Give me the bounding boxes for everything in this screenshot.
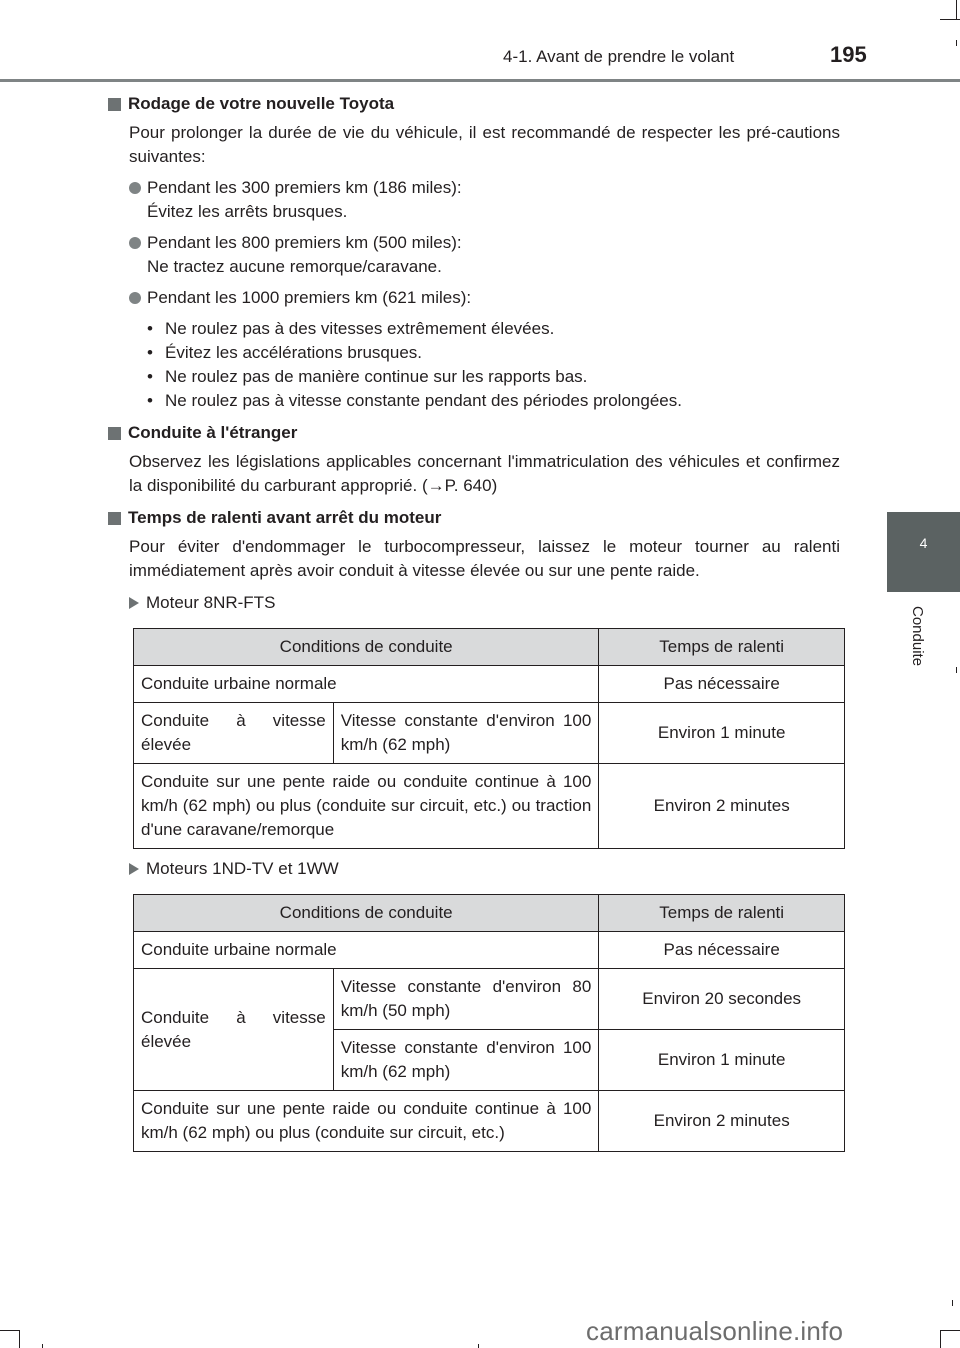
section-heading-etranger (108, 421, 840, 445)
bullet-list (147, 317, 840, 413)
table-cell: Environ 1 minute (599, 703, 845, 764)
idle-table-8nr (133, 628, 845, 849)
table-row (134, 703, 845, 764)
bullet-text: Évitez les accélérations brusques. (165, 343, 423, 362)
table-cell: Environ 1 minute (599, 1030, 845, 1091)
chapter-number: 4 (919, 535, 928, 551)
crop-mark (478, 1344, 479, 1348)
section-heading-rodage (108, 92, 840, 116)
page-number: 195 (830, 42, 867, 67)
chapter-tab (887, 512, 960, 592)
heading-text: Rodage de votre nouvelle Toyota (128, 94, 395, 113)
crop-mark (956, 0, 957, 20)
engine-text: Moteurs 1ND-TV et 1WW (146, 859, 339, 878)
bullet-mark: • (147, 319, 153, 338)
crop-mark (19, 1330, 20, 1348)
table-cell: Conduite sur une pente raide ou conduite continue à 100 km/h (62 mph) ou plus (conduite sur circuit, etc.) (134, 1091, 599, 1152)
idle-table-1nd (133, 894, 845, 1152)
paragraph: Pour éviter d'endommager le turbocompresseur, laissez le moteur tourner au ralenti immédiatement après avoir conduit à vitesse élevée ou sur une pente raide. (129, 537, 840, 580)
bullet-text: Ne roulez pas à vitesse constante pendant des périodes prolongées. (165, 391, 682, 410)
bullet-text: Ne roulez pas à des vitesses extrêmement élevées. (165, 319, 555, 338)
square-bullet-icon (108, 98, 121, 111)
table-cell: Environ 2 minutes (599, 764, 845, 849)
bullet-text: Ne roulez pas de manière continue sur les rapports bas. (165, 367, 588, 386)
list-item (129, 286, 840, 310)
square-bullet-icon (108, 512, 121, 525)
table-cell: Pas nécessaire (599, 666, 845, 703)
table-cell: Vitesse constante d'environ 100 km/h (62 mph) (333, 703, 599, 764)
heading-text: Temps de ralenti avant arrêt du moteur (128, 508, 442, 527)
crop-mark (42, 1344, 43, 1348)
bullet-item (147, 341, 840, 365)
table-row (134, 969, 845, 1030)
table-cell: Conduite urbaine normale (134, 666, 599, 703)
bullet-mark: • (147, 367, 153, 386)
header-rule (0, 79, 960, 82)
paragraph: Observez les législations applicables concernant l'immatriculation des véhicules et confirmez la disponibilité du carburant approprié. (→P. 640) (129, 452, 840, 495)
table-cell: Environ 20 secondes (599, 969, 845, 1030)
table-cell: Vitesse constante d'environ 80 km/h (50 mph) (333, 969, 599, 1030)
table-cell: Conduite sur une pente raide ou conduite continue à 100 km/h (62 mph) ou plus (conduite sur circuit, etc.) ou traction d'une caravane/remorque (134, 764, 599, 849)
triangle-bullet-icon (129, 863, 139, 875)
table-cell: Pas nécessaire (599, 932, 845, 969)
item-title: Pendant les 800 premiers km (500 miles): (147, 233, 462, 252)
item-title: Pendant les 300 premiers km (186 miles): (147, 178, 462, 197)
engine-label-8nr (129, 591, 840, 615)
table-header-row (134, 629, 845, 666)
circle-bullet-icon (129, 182, 141, 194)
list-item (129, 231, 840, 279)
table-row (134, 666, 845, 703)
bullet-mark: • (147, 391, 153, 410)
crop-mark (956, 40, 957, 46)
circle-bullet-icon (129, 292, 141, 304)
col-header-conditions: Conditions de conduite (134, 629, 599, 666)
table-row (134, 764, 845, 849)
item-detail: Évitez les arrêts brusques. (147, 202, 348, 221)
list-item (129, 176, 840, 224)
engine-text: Moteur 8NR-FTS (146, 593, 276, 612)
crop-mark (0, 1330, 20, 1331)
table-cell: Conduite à vitesse élevée (134, 703, 334, 764)
crop-mark (952, 1300, 953, 1306)
crop-mark (956, 667, 957, 673)
bullet-mark: • (147, 343, 153, 362)
engine-label-1nd (129, 857, 840, 881)
circle-bullet-icon (129, 237, 141, 249)
table-cell: Environ 2 minutes (599, 1091, 845, 1152)
triangle-bullet-icon (129, 597, 139, 609)
crop-mark (940, 1330, 941, 1348)
col-header-idle: Temps de ralenti (599, 629, 845, 666)
bullet-item (147, 365, 840, 389)
table-cell: Vitesse constante d'environ 100 km/h (62 mph) (333, 1030, 599, 1091)
table-cell: Conduite à vitesse élevée (134, 969, 334, 1091)
col-header-conditions: Conditions de conduite (134, 895, 599, 932)
crop-mark (940, 19, 960, 20)
item-detail: Ne tractez aucune remorque/caravane. (147, 257, 442, 276)
item-title: Pendant les 1000 premiers km (621 miles): (147, 288, 472, 307)
page-content (108, 92, 840, 1152)
bullet-item (147, 317, 840, 341)
header-section-title: 4-1. Avant de prendre le volant (503, 47, 735, 66)
col-header-idle: Temps de ralenti (599, 895, 845, 932)
paragraph: Pour prolonger la durée de vie du véhicule, il est recommandé de respecter les pré-cautions suivantes: (129, 123, 840, 166)
bullet-item (147, 389, 840, 413)
table-row (134, 1091, 845, 1152)
heading-text: Conduite à l'étranger (128, 423, 298, 442)
table-header-row (134, 895, 845, 932)
crop-mark (940, 1330, 960, 1331)
section-heading-ralenti (108, 506, 840, 530)
table-row (134, 932, 845, 969)
square-bullet-icon (108, 427, 121, 440)
chapter-label: Conduite (909, 606, 926, 667)
watermark: carmanualsonline.info (586, 1316, 844, 1346)
table-cell: Conduite urbaine normale (134, 932, 599, 969)
